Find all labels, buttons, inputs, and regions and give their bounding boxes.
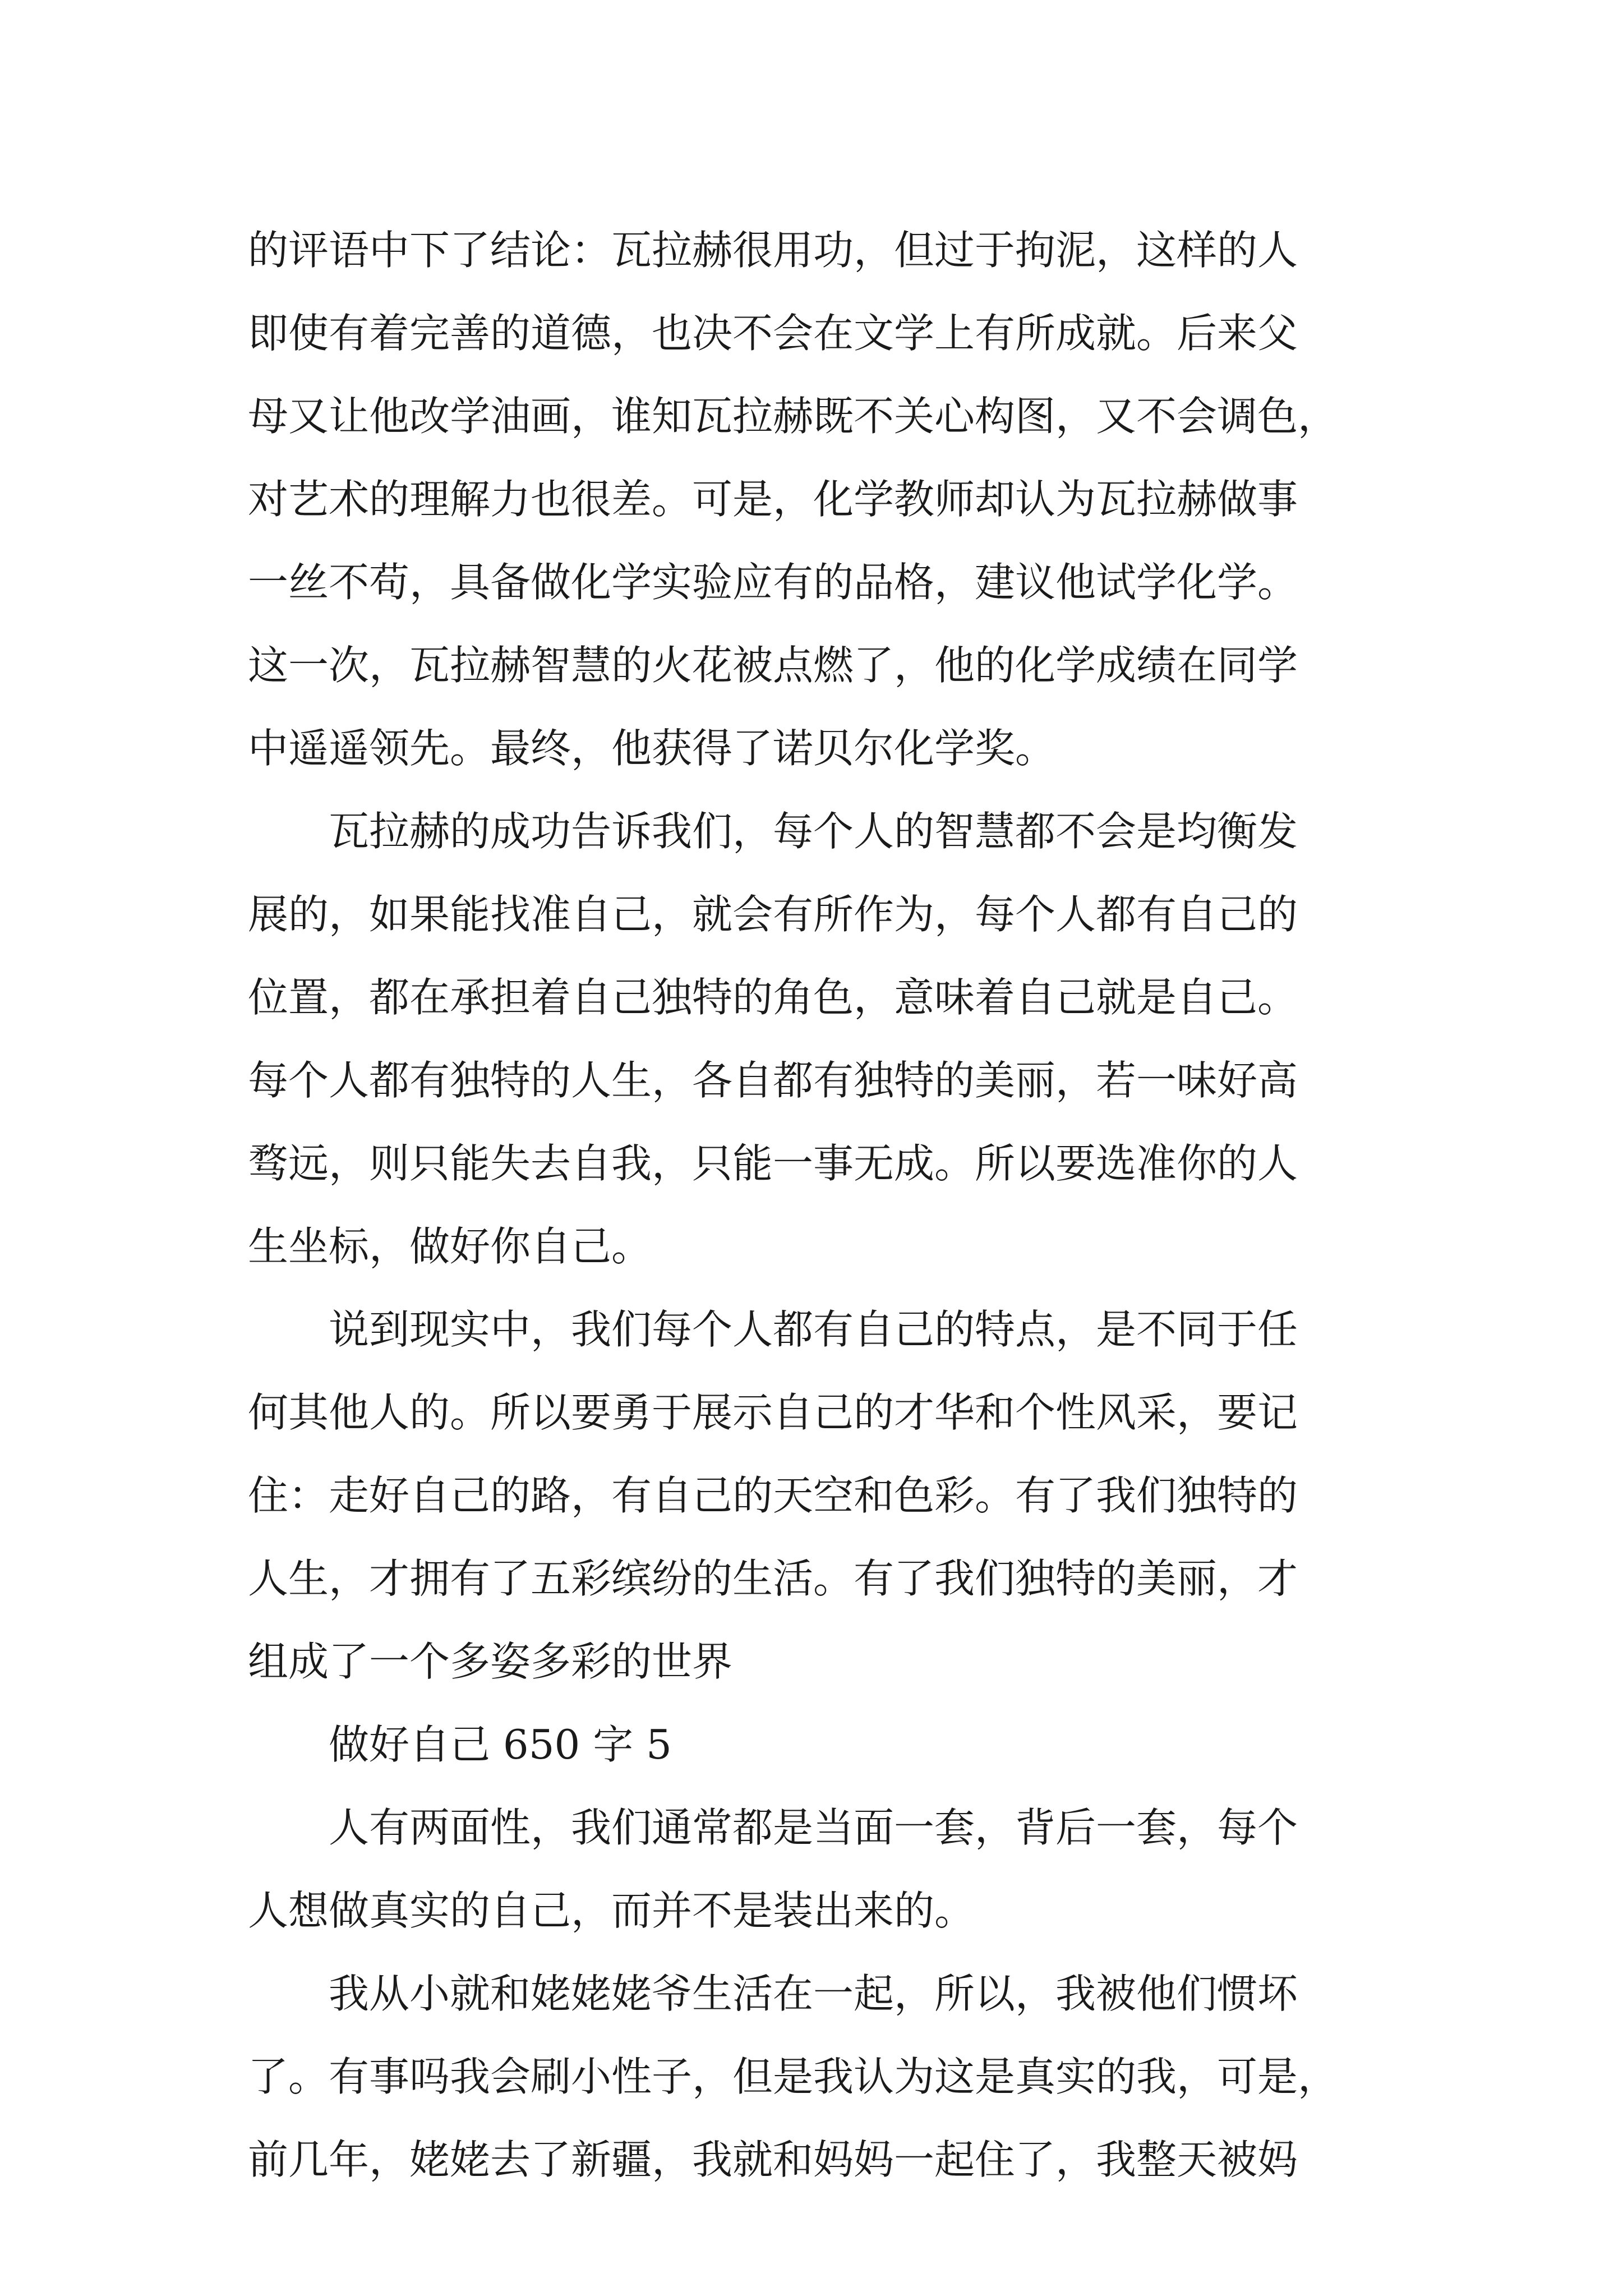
paragraph-6 — [248, 1952, 1392, 2201]
text-line: 的评语中下了结论：瓦拉赫很用功，但过于拘泥，这样的人 — [248, 227, 1298, 274]
text-line: 说到现实中，我们每个人都有自己的特点，是不同于任 — [248, 1306, 1298, 1353]
text-line: 中遥遥领先。最终，他获得了诺贝尔化学奖。 — [248, 725, 1056, 772]
paragraph-2 — [248, 790, 1392, 1288]
text-line: 展的，如果能找准自己，就会有所作为，每个人都有自己的 — [248, 891, 1298, 938]
text-line: 即使有着完善的道德，也决不会在文学上有所成就。后来父 — [248, 310, 1298, 357]
text-line: 对艺术的理解力也很差。可是，化学教师却认为瓦拉赫做事 — [248, 476, 1298, 523]
paragraph-1 — [248, 209, 1392, 790]
text-line: 这一次，瓦拉赫智慧的火花被点燃了，他的化学成绩在同学 — [248, 642, 1298, 689]
text-line: 每个人都有独特的人生，各自都有独特的美丽，若一味好高 — [248, 1057, 1298, 1104]
section-heading — [248, 1703, 1392, 1786]
text-line: 位置，都在承担着自己独特的角色，意味着自己就是自己。 — [248, 974, 1298, 1021]
text-line: 何其他人的。所以要勇于展示自己的才华和个性风采，要记 — [248, 1389, 1298, 1436]
text-line: 瓦拉赫的成功告诉我们，每个人的智慧都不会是均衡发 — [248, 808, 1298, 855]
text-line: 了。有事吗我会刷小性子，但是我认为这是真实的我，可是， — [248, 2053, 1339, 2100]
text-line: 住：走好自己的路，有自己的天空和色彩。有了我们独特的 — [248, 1472, 1298, 1519]
paragraph-5 — [248, 1786, 1392, 1952]
text-line: 人生，才拥有了五彩缤纷的生活。有了我们独特的美丽，才 — [248, 1555, 1298, 1602]
text-line: 骛远，则只能失去自我，只能一事无成。所以要选准你的人 — [248, 1140, 1298, 1187]
paragraph-3 — [248, 1288, 1392, 1703]
heading-line: 做好自己 650 字 5 — [248, 1721, 672, 1768]
text-line: 人有两面性，我们通常都是当面一套，背后一套，每个 — [248, 1804, 1298, 1851]
text-line: 人想做真实的自己，而并不是装出来的。 — [248, 1887, 975, 1934]
text-line: 一丝不苟，具备做化学实验应有的品格，建议他试学化学。 — [248, 559, 1298, 606]
text-line: 前几年，姥姥去了新疆，我就和妈妈一起住了，我整天被妈 — [248, 2136, 1298, 2183]
text-line: 母又让他改学油画，谁知瓦拉赫既不关心构图，又不会调色， — [248, 393, 1339, 440]
body-text — [248, 209, 1392, 2201]
text-line: 组成了一个多姿多彩的世界 — [248, 1638, 733, 1685]
text-line: 生坐标，做好你自己。 — [248, 1223, 652, 1270]
text-line: 我从小就和姥姥姥爷生活在一起，所以，我被他们惯坏 — [248, 1970, 1298, 2017]
